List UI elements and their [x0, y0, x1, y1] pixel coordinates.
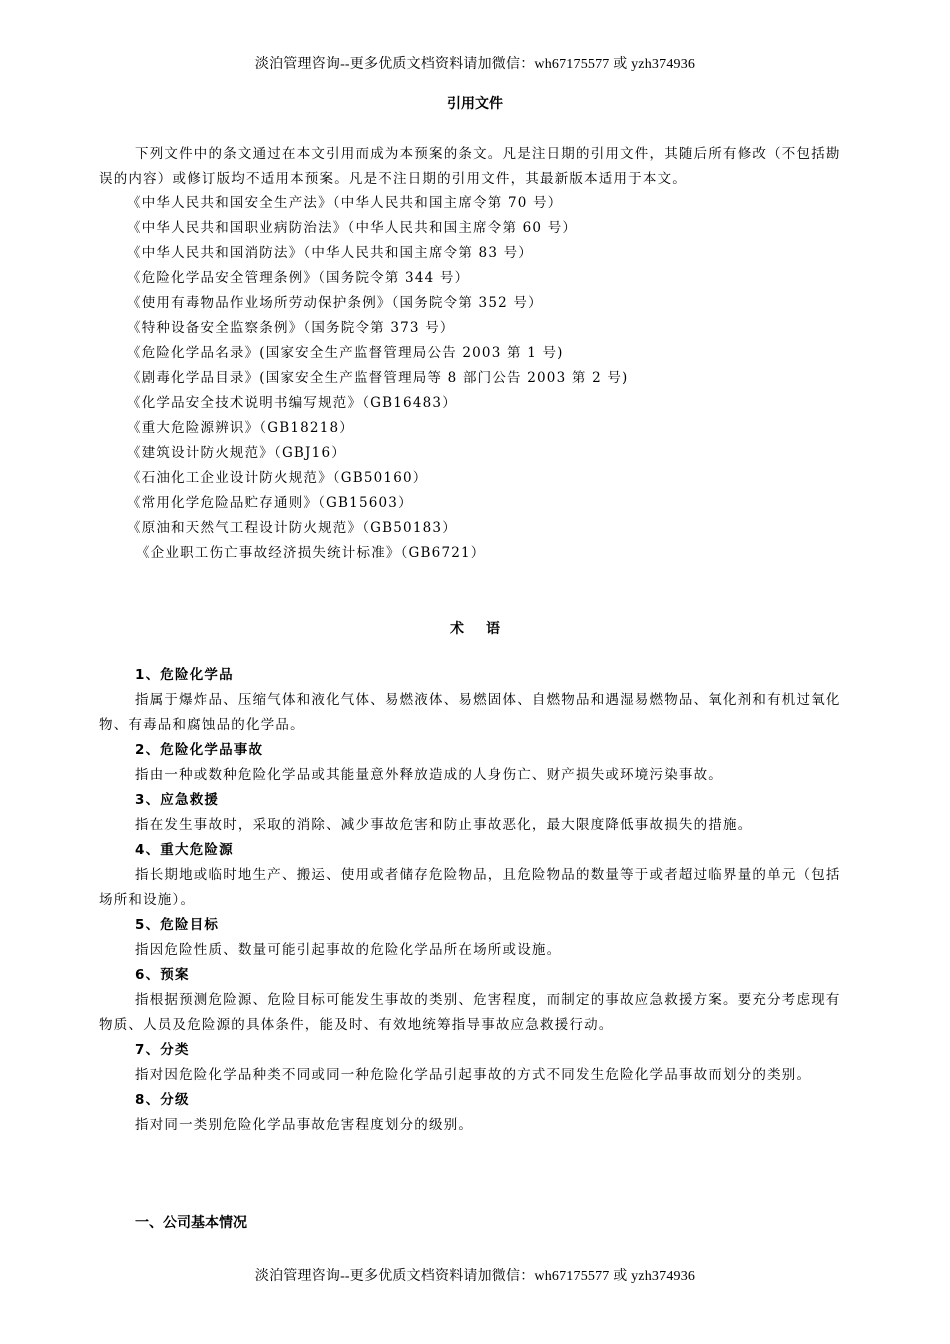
page-header: 淡泊管理咨询--更多优质文档资料请加微信：wh67175577 或 yzh374936 [254, 57, 696, 72]
references-list [127, 191, 629, 566]
reference-item: 《重大危险源辨识》（GB18218） [127, 420, 354, 436]
reference-item: 《中华人民共和国消防法》（中华人民共和国主席令第 83 号） [127, 245, 534, 261]
reference-item: 《中华人民共和国安全生产法》（中华人民共和国主席令第 70 号） [127, 195, 563, 211]
term-heading: 4、重大危险源 [135, 842, 234, 858]
reference-item: 《企业职工伤亡事故经济损失统计标准》（GB6721） [136, 545, 486, 561]
reference-item: 《中华人民共和国职业病防治法》（中华人民共和国主席令第 60 号） [127, 220, 578, 236]
reference-item: 《剧毒化学品目录》(国家安全生产监督管理局等 8 部门公告 2003 第 2 号) [127, 370, 629, 386]
term-heading: 3、应急救援 [135, 792, 220, 808]
reference-item: 《危险化学品安全管理条例》（国务院令第 344 号） [127, 270, 470, 286]
references-title: 引用文件 [447, 96, 503, 112]
reference-item: 《常用化学危险品贮存通则》（GB15603） [127, 495, 413, 511]
reference-item: 《化学品安全技术说明书编写规范》（GB16483） [127, 395, 457, 411]
company-section-heading: 一、公司基本情况 [135, 1215, 247, 1231]
term-heading: 7、分类 [135, 1042, 190, 1058]
reference-item: 《石油化工企业设计防火规范》（GB50160） [127, 470, 428, 486]
term-definition: 指对因危险化学品种类不同或同一种危险化学品引起事故的方式不同发生危险化学品事故而划分的类别。 [135, 1067, 812, 1083]
terms-title: 术语 [450, 621, 522, 637]
reference-item: 《建筑设计防火规范》（GBJ16） [127, 445, 346, 461]
term-definition: 指对同一类别危险化学品事故危害程度划分的级别。 [135, 1117, 474, 1133]
term-heading: 2、危险化学品事故 [135, 742, 264, 758]
page-footer: 淡泊管理咨询--更多优质文档资料请加微信：wh67175577 或 yzh374936 [254, 1269, 696, 1284]
term-heading: 8、分级 [135, 1092, 190, 1108]
term-definition: 指属于爆炸品、压缩气体和液化气体、易燃液体、易燃固体、自燃物品和遇湿易燃物品、氧化剂和有机过氧化物、有毒品和腐蚀品的化学品。 [99, 692, 841, 733]
reference-item: 《危险化学品名录》(国家安全生产监督管理局公告 2003 第 1 号) [127, 345, 564, 361]
reference-item: 《原油和天然气工程设计防火规范》（GB50183） [127, 520, 457, 536]
references-intro: 下列文件中的条文通过在本文引用而成为本预案的条文。凡是注日期的引用文件，其随后所有修改（不包括勘误的内容）或修订版均不适用本预案。凡是不注日期的引用文件，其最新版本适用于本文。 [99, 146, 841, 187]
reference-item: 《使用有毒物品作业场所劳动保护条例》（国务院令第 352 号） [127, 295, 543, 311]
reference-item: 《特种设备安全监察条例》（国务院令第 373 号） [127, 320, 455, 336]
term-heading: 1、危险化学品 [135, 667, 234, 683]
term-definition: 指因危险性质、数量可能引起事故的危险化学品所在场所或设施。 [135, 942, 562, 958]
terms-list [99, 663, 855, 1138]
term-heading: 6、预案 [135, 967, 190, 983]
term-definition: 指根据预测危险源、危险目标可能发生事故的类别、危害程度，而制定的事故应急救援方案。要充分考虑现有物质、人员及危险源的具体条件，能及时、有效地统筹指导事故应急救援行动。 [99, 992, 841, 1033]
term-heading: 5、危险目标 [135, 917, 220, 933]
term-definition: 指由一种或数种危险化学品或其能量意外释放造成的人身伤亡、财产损失或环境污染事故。 [135, 767, 723, 783]
term-definition: 指在发生事故时，采取的消除、减少事故危害和防止事故恶化，最大限度降低事故损失的措施。 [135, 817, 753, 833]
term-definition: 指长期地或临时地生产、搬运、使用或者储存危险物品，且危险物品的数量等于或者超过临界量的单元（包括场所和设施）。 [99, 867, 841, 908]
